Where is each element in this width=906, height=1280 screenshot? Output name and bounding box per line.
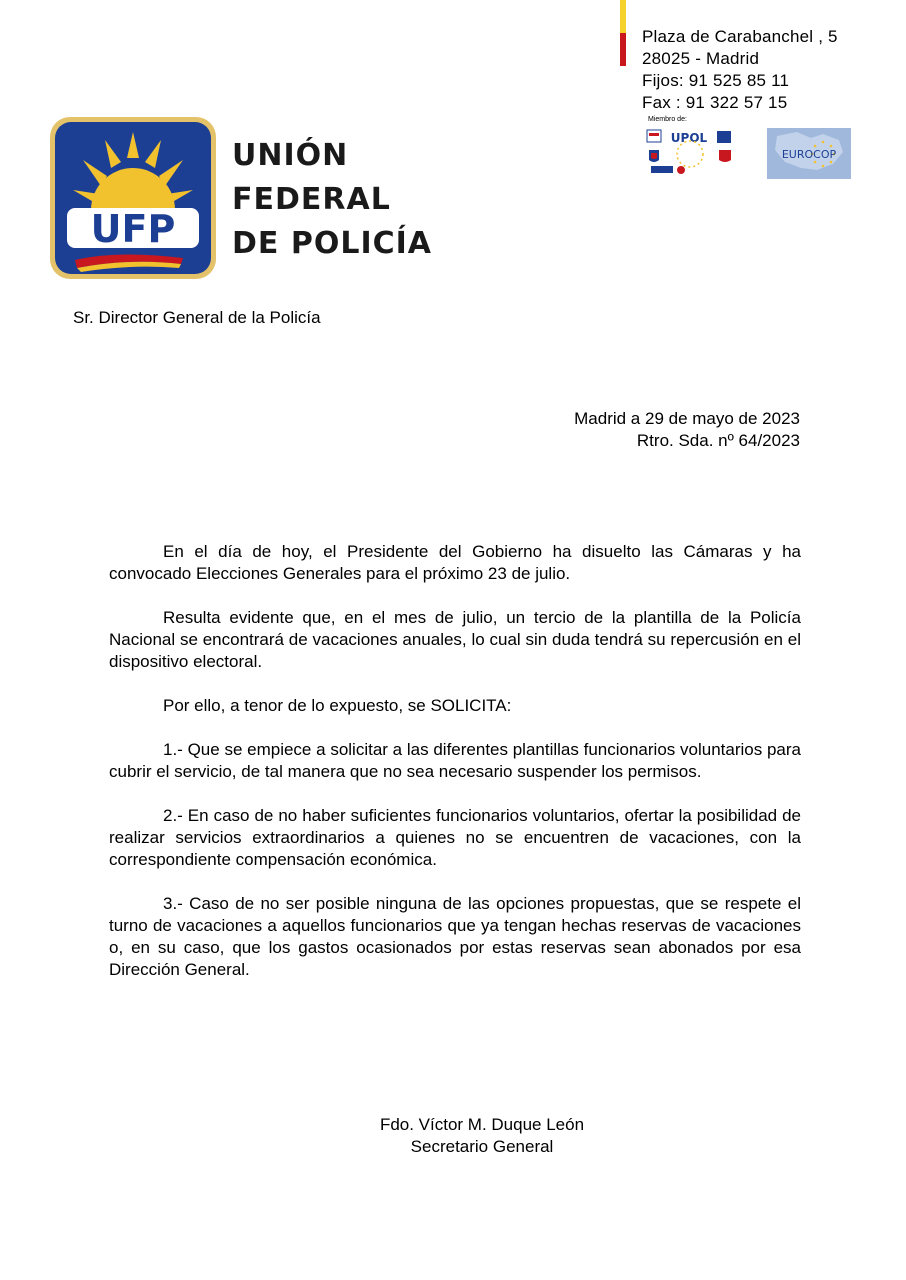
letter-date: Madrid a 29 de mayo de 2023 (574, 409, 800, 428)
ufp-logo (47, 114, 219, 282)
signature-title: Secretario General (410, 1137, 554, 1156)
brand-line: FEDERAL (232, 182, 391, 217)
organization-name (232, 134, 432, 266)
phone-line: Fijos: 91 525 85 11 (642, 71, 790, 90)
body-paragraph: 2.- En caso de no haber suficientes funcionarios voluntarios, ofertar la posibilidad de realizar servicios extraordinarios a quienes no se encuentren de vacaciones, con la correspondiente compensación económica. (109, 806, 801, 869)
address-line: Plaza de Carabanchel , 5 (642, 27, 838, 46)
flag-red-stripe (620, 33, 626, 66)
eurocop-logo-text: EUROCOP (781, 148, 837, 161)
upol-logo-text: UPOL (670, 131, 708, 145)
flag-bar (620, 0, 626, 66)
members-label: Miembro de: (648, 116, 687, 123)
body-paragraph: En el día de hoy, el Presidente del Gobierno ha disuelto las Cámaras y ha convocado Elecciones Generales para el próximo 23 de julio. (109, 542, 801, 583)
date-block (574, 408, 800, 452)
body-paragraph: Por ello, a tenor de lo expuesto, se SOLICITA: (163, 696, 512, 715)
body-paragraph: Resulta evidente que, en el mes de julio, un tercio de la plantilla de la Policía Nacional se encontrará de vacaciones anuales, lo cual sin duda tendrá su repercusión en el dispositivo electoral. (109, 608, 801, 671)
brand-line: DE POLICÍA (232, 226, 433, 261)
body-paragraph: 1.- Que se empiece a solicitar a las diferentes plantillas funcionarios voluntarios para cubrir el servicio, de tal manera que no sea necesario suspender los permisos. (109, 740, 801, 781)
fax-line: Fax : 91 322 57 15 (642, 93, 788, 112)
signature-name: Fdo. Víctor M. Duque León (379, 1115, 585, 1134)
upol-logo (645, 126, 735, 178)
ufp-logo-text: UFP (90, 207, 176, 251)
eurocop-logo (767, 128, 851, 179)
body-paragraph: 3.- Caso de no ser posible ninguna de las opciones propuestas, que se respete el turno de vacaciones a aquellos funcionarios que ya tengan hechas reservas de vacaciones o, en su caso, que los gastos ocasionados por estas reservas sean abonados por esa Dirección General. (109, 894, 801, 979)
signature-block (362, 1114, 602, 1158)
addressee: Sr. Director General de la Policía (73, 308, 321, 327)
flag-yellow-stripe (620, 0, 626, 33)
brand-line: UNIÓN (232, 138, 349, 173)
address-line: 28025 - Madrid (642, 49, 760, 68)
letter-body (109, 541, 801, 1003)
contact-address (642, 26, 838, 114)
letter-reference: Rtro. Sda. nº 64/2023 (636, 431, 800, 450)
